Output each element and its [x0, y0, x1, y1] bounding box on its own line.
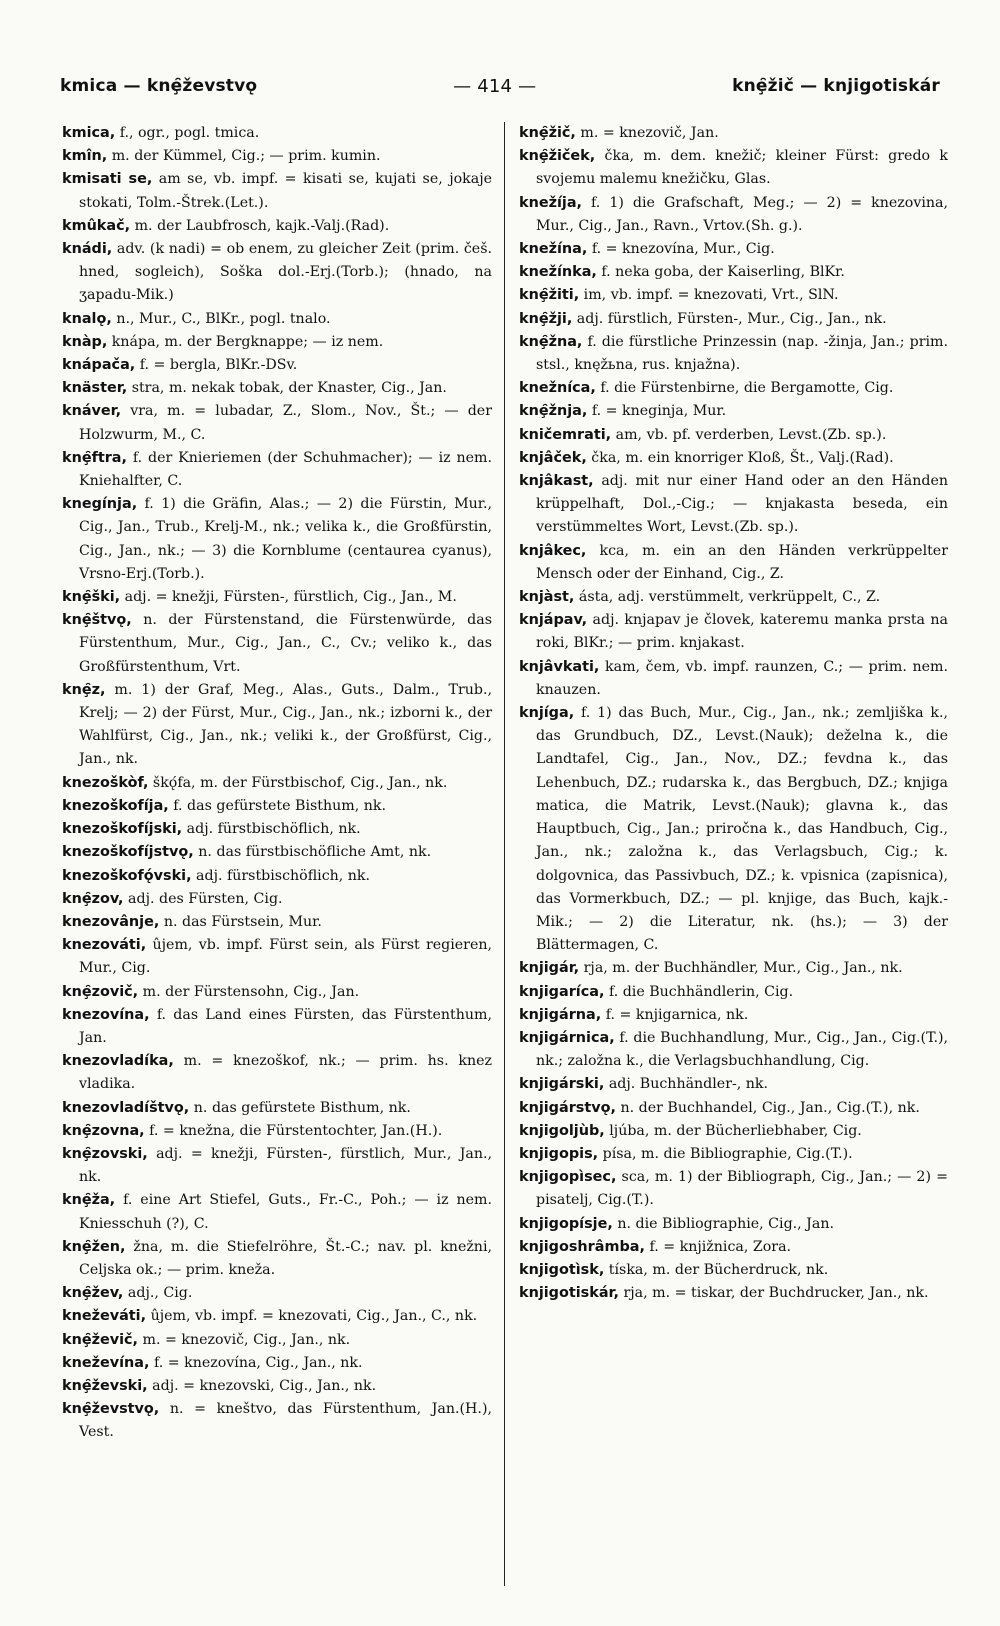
dictionary-entry	[519, 1004, 948, 1027]
dictionary-entry	[62, 1143, 492, 1189]
dictionary-entry	[62, 308, 492, 331]
entry-headword: knȩ̑zovna,	[62, 1122, 145, 1139]
entry-headword: kmisati se,	[62, 171, 153, 188]
entry-definition: písa, m. die Bibliographie, Cig.(T.).	[598, 1145, 853, 1162]
dictionary-entry	[62, 377, 492, 400]
entry-definition: f. = kneginja, Mur.	[587, 403, 727, 420]
entry-headword: knàp,	[62, 333, 108, 350]
dictionary-entry	[62, 911, 492, 934]
dictionary-entry	[519, 122, 948, 145]
dictionary-entry	[62, 1189, 492, 1235]
entry-definition: ásta, adj. verstümmelt, verkrüppelt, C., Z.	[574, 589, 881, 606]
entry-headword: knjâkec,	[519, 542, 587, 559]
entry-headword: knjigotìsk,	[519, 1261, 605, 1278]
entry-headword: knȩ̑žiček,	[519, 148, 596, 165]
dictionary-entry	[519, 1073, 948, 1096]
entry-definition: stra, m. nekak tobak, der Knaster, Cig., Jan.	[127, 380, 447, 397]
entry-headword: kneževáti,	[62, 1308, 147, 1325]
entry-headword: knȩ̑zov,	[62, 890, 124, 907]
entry-definition: f. 1) die Gräfin, Alas.; — 2) die Fürstin, Mur., Cig., Jan., Trub., Krelj-M., nk.; velika k., die Großfürstin, Cig., Jan., nk.; — 3) die Kornblume (centaurea cyanus), Vrsno-Erj.(Torb.).	[79, 496, 492, 582]
entry-headword: knȩ̑ževski,	[62, 1377, 148, 1394]
dictionary-entry	[62, 1305, 492, 1328]
entry-headword: knȩ̑žič,	[519, 125, 576, 141]
entry-definition: f. die Fürstenbirne, die Bergamotte, Cig.	[595, 380, 894, 397]
entry-headword: knápača,	[62, 357, 136, 374]
entry-definition: m. 1) der Graf, Meg., Alas., Guts., Dalm., Trub., Krelj; — 2) der Fürst, Mur., Cig., Jan., nk.; izborni k., der Wahlfürst, Cig., Jan., nk.; veliki k., der Großfürst, Cig., Jan., nk.	[79, 681, 492, 768]
entry-definition: n. das gefürstete Bisthum, nk.	[189, 1099, 411, 1116]
entry-headword: knȩ̑ževič,	[62, 1331, 139, 1348]
entry-headword: knezovladíštvǫ,	[62, 1099, 190, 1116]
entry-definition: m. der Laubfrosch, kajk.-Valj.(Rad).	[130, 217, 390, 234]
entry-headword: knáver,	[62, 403, 122, 420]
entry-definition: adj., Cig.	[123, 1285, 193, 1302]
dictionary-entry	[519, 1213, 948, 1236]
entry-definition: im, vb. impf. = knezovati, Vrt., SlN.	[579, 287, 839, 304]
dictionary-entry	[62, 981, 492, 1004]
entry-definition: n. das Fürstsein, Mur.	[159, 913, 322, 930]
entry-definition: f. das Land eines Fürsten, das Fürstenthum, Jan.	[79, 1006, 492, 1046]
entry-definition: f. die Buchhändlerin, Cig.	[604, 983, 794, 1000]
dictionary-entry	[519, 447, 948, 470]
dictionary-entry	[519, 1097, 948, 1120]
dictionary-entry	[62, 1282, 492, 1305]
right-column	[505, 122, 948, 1586]
entry-definition: adj. Buchhändler-, nk.	[604, 1076, 769, 1093]
entry-definition: f. = knežna, die Fürstentochter, Jan.(H.).	[144, 1122, 443, 1139]
entry-headword: knȩ̑žiti,	[519, 287, 580, 304]
dictionary-entry	[519, 540, 948, 586]
entry-headword: knezovladíka,	[62, 1053, 174, 1070]
dictionary-entry	[519, 957, 948, 980]
dictionary-entry	[62, 772, 492, 795]
entry-definition: adj. fürstbischöflich, nk.	[191, 867, 371, 884]
entry-definition: f., ogr., pogl. tmica.	[115, 125, 260, 141]
entry-headword: knjigoljùb,	[519, 1122, 605, 1139]
entry-definition: n. = kneštvo, das Fürstenthum, Jan.(H.), Vest.	[79, 1401, 492, 1441]
header-right-guide-words: knȩ̑žič — knjigotiskár	[732, 76, 940, 96]
entry-headword: knežníca,	[519, 380, 596, 397]
entry-headword: kničemrati,	[519, 426, 612, 443]
dictionary-entry	[62, 1398, 492, 1444]
entry-definition: f. das gefürstete Bisthum, nk.	[168, 797, 386, 814]
dictionary-entry	[519, 1166, 948, 1212]
entry-definition: f. die Buchhandlung, Mur., Cig., Jan., Cig.(T.), nk.; založna k., die Verlagsbuchhandlung, Cig.	[536, 1029, 948, 1070]
dictionary-entry	[62, 1352, 492, 1375]
dictionary-entry	[519, 1282, 948, 1305]
entry-headword: knȩ̑ftra,	[62, 449, 127, 466]
entry-definition: adj. des Fürsten, Cig.	[123, 890, 283, 907]
entry-definition: m. = knezoškof, nk.; — prim. hs. knez vladika.	[79, 1053, 492, 1093]
entry-definition: kca, m. ein an den Händen verkrüppelter Mensch oder der Einhand, Cig., Z.	[536, 542, 948, 582]
entry-headword: knjíga,	[519, 705, 575, 722]
entry-definition: m. = knezovič, Cig., Jan., nk.	[138, 1331, 351, 1348]
entry-definition: čka, m. ein knorriger Kloß, Št., Valj.(Rad).	[586, 449, 894, 466]
entry-headword: knäster,	[62, 380, 128, 397]
dictionary-entry	[519, 238, 948, 261]
dictionary-entry	[62, 168, 492, 214]
dictionary-entry	[519, 261, 948, 284]
left-column	[62, 122, 505, 1586]
entry-definition: škǫ́fa, m. der Fürstbischof, Cig., Jan., nk.	[148, 774, 448, 791]
entry-definition: ûjem, vb. impf. = knezovati, Cig., Jan., C., nk.	[146, 1308, 478, 1325]
dictionary-entry	[519, 1143, 948, 1166]
entry-definition: f. der Knieriemen (der Schuhmacher); — iz nem. Kniehalfter, C.	[79, 449, 492, 490]
entry-definition: f. = knjigarnica, nk.	[601, 1006, 749, 1023]
entry-definition: f. = knezovína, Mur., Cig.	[587, 241, 775, 258]
entry-definition: adj. = knezovski, Cig., Jan., nk.	[147, 1377, 377, 1394]
entry-definition: rja, m. der Buchhändler, Mur., Cig., Jan., nk.	[579, 960, 903, 977]
entry-headword: knezoškofǫ́vski,	[62, 867, 192, 884]
entry-headword: knezoškofíjstvǫ,	[62, 844, 194, 861]
dictionary-entry	[519, 981, 948, 1004]
entry-definition: n. der Buchhandel, Cig., Jan., Cig.(T.), nk.	[615, 1099, 920, 1116]
entry-headword: knežínka,	[519, 264, 597, 281]
entry-headword: knežína,	[519, 241, 588, 258]
dictionary-entry	[62, 238, 492, 308]
entry-definition: adj. = knežji, Fürsten-, fürstlich, Cig., Jan., M.	[120, 589, 457, 606]
dictionary-entry	[62, 841, 492, 864]
entry-definition: adj. mit nur einer Hand oder an den Händen krüppelhaft, Dol.,-Cig.; — knjakasta beseda, ein verstümmeltes Wort, Levst.(Zb. sp.).	[536, 473, 948, 536]
entry-headword: knjigotiskár,	[519, 1285, 619, 1302]
dictionary-entry	[62, 1329, 492, 1352]
entry-headword: knjápav,	[519, 612, 588, 629]
entry-headword: knȩ̑žnja,	[519, 403, 588, 420]
entry-headword: kmûkač,	[62, 217, 131, 234]
entry-headword: knjigárski,	[519, 1076, 605, 1093]
dictionary-entry	[62, 1050, 492, 1096]
entry-definition: knápa, m. der Bergknappe; — iz nem.	[107, 333, 384, 350]
dictionary-entry	[519, 609, 948, 655]
entry-headword: knezoškòf,	[62, 774, 149, 791]
dictionary-entry	[62, 1236, 492, 1282]
dictionary-entry	[519, 145, 948, 191]
dictionary-entry	[519, 192, 948, 238]
entry-definition: m. der Kümmel, Cig.; — prim. kumin.	[107, 148, 381, 165]
entry-headword: knezovânje,	[62, 913, 160, 930]
dictionary-entry	[519, 586, 948, 609]
entry-headword: knȩ̑štvǫ,	[62, 612, 132, 629]
dictionary-entry	[62, 795, 492, 818]
entry-headword: knȩ̑zovič,	[62, 983, 139, 1000]
dictionary-entry	[62, 1097, 492, 1120]
dictionary-entry	[62, 609, 492, 679]
dictionary-entry	[62, 447, 492, 493]
entry-definition: adj. fürstbischöflich, nk.	[182, 821, 361, 838]
entry-headword: knjigopísje,	[519, 1215, 613, 1232]
running-header	[60, 72, 940, 100]
entry-definition: f. = knezovína, Cig., Jan., nk.	[149, 1354, 363, 1371]
dictionary-entry	[519, 377, 948, 400]
dictionary-entry	[62, 145, 492, 168]
dictionary-entry	[519, 656, 948, 702]
entry-headword: knjigárstvǫ,	[519, 1099, 616, 1116]
dictionary-entry	[62, 122, 492, 145]
entry-definition: n. die Bibliographie, Cig., Jan.	[612, 1215, 834, 1232]
dictionary-entry	[62, 586, 492, 609]
dictionary-entry	[519, 400, 948, 423]
entry-headword: knȩ̑ževstvǫ,	[62, 1401, 160, 1418]
entry-definition: n. das fürstbischöfliche Amt, nk.	[193, 844, 432, 861]
entry-definition: f. die fürstliche Prinzessin (nap. -žinja, Jan.; prim. stsl., knęžьna, rus. knjažna).	[536, 333, 948, 374]
entry-headword: knjigárna,	[519, 1006, 602, 1023]
entry-definition: čka, m. dem. knežič; kleiner Fürst: gredo k svojemu malemu knežičku, Glas.	[536, 148, 948, 188]
dictionary-entry	[62, 679, 492, 772]
entry-headword: knȩ̑žev,	[62, 1285, 124, 1302]
entry-definition: m. der Fürstensohn, Cig., Jan.	[138, 983, 360, 1000]
entry-definition: f. = bergla, BlKr.-DSv.	[135, 357, 298, 374]
dictionary-entry	[62, 1120, 492, 1143]
entry-headword: kneževína,	[62, 1354, 150, 1371]
entry-definition: adj. knjapav je človek, kateremu manka prsta na roki, BlKr.; — prim. knjakast.	[536, 612, 948, 652]
dictionary-entry	[62, 865, 492, 888]
entry-definition: f. neka goba, der Kaiserling, BlKr.	[596, 264, 845, 281]
entry-headword: knádi,	[62, 241, 113, 258]
entry-headword: knezoškofíja,	[62, 797, 169, 814]
entry-headword: knegínja,	[62, 496, 138, 513]
entry-definition: m. = knezovič, Jan.	[575, 125, 719, 141]
entry-headword: knezováti,	[62, 937, 147, 954]
entry-definition: vra, m. = lubadar, Z., Slom., Nov., Št.; — der Holzwurm, M., C.	[79, 403, 492, 443]
dictionary-entry	[519, 308, 948, 331]
page-number: — 414 —	[453, 75, 537, 97]
entry-headword: knežíja,	[519, 194, 582, 211]
entry-definition: f. 1) das Buch, Mur., Cig., Jan., nk.; zemljiška k., das Grundbuch, DZ., Levst.(Nauk); deželna k., die Landtafel, Cig., Jan., Nov., DZ.; fevdna k., das Lehenbuch, DZ.; rudarska k., das Bergbuch, DZ.; knjiga matica, die Matrik, Levst.(Nauk); glavna k., das Hauptbuch, Cig., Jan.; priročna k., das Handbuch, Cig., Jan., nk.; založna k., das Verlagsbuch, Cig.; k. dolgovnica, das Passivbuch, DZ.; k. vpisnica (zapisnica), das Vormerkbuch, DZ.; — pl. knjige, das Buch, kajk.-Mik.; — 2) die Literatur, nk. (hs.); — 3) der Blättermagen, C.	[536, 705, 948, 954]
entry-definition: f. = knjižnica, Zora.	[644, 1238, 792, 1255]
dictionary-entry	[519, 1236, 948, 1259]
entry-headword: knjâček,	[519, 449, 587, 466]
entry-definition: sca, m. 1) der Bibliograph, Cig., Jan.; — 2) = pisatelj, Cig.(T.).	[536, 1169, 948, 1209]
entry-definition: n., Mur., C., BlKr., pogl. tnalo.	[111, 310, 331, 327]
dictionary-entry	[62, 1375, 492, 1398]
entry-headword: knjâkast,	[519, 473, 594, 490]
entry-headword: knȩ̑zovski,	[62, 1145, 148, 1162]
entry-headword: knezovína,	[62, 1006, 150, 1023]
entry-headword: knȩ̑žna,	[519, 333, 583, 350]
entry-definition: f. eine Art Stiefel, Guts., Fr.-C., Poh.; — iz nem. Kniesschuh (?), C.	[79, 1192, 492, 1232]
dictionary-entry	[62, 1004, 492, 1050]
entry-headword: knalǫ,	[62, 310, 112, 327]
entry-headword: knjigaríca,	[519, 983, 605, 1000]
dictionary-entry	[62, 818, 492, 841]
entry-definition: ljúba, m. der Bücherliebhaber, Cig.	[604, 1122, 862, 1139]
dictionary-entry	[519, 331, 948, 377]
entry-headword: knjigárnica,	[519, 1029, 615, 1046]
entry-definition: am se, vb. impf. = kisati se, kujati se, jokaje stokati, Tolm.-Štrek.(Let.).	[79, 171, 492, 211]
entry-definition: n. der Fürstenstand, die Fürstenwürde, das Fürstenthum, Mur., Cig., Jan., C., Cv.; veliko k., das Großfürstenthum, Vrt.	[79, 612, 492, 675]
dictionary-entry	[62, 215, 492, 238]
dictionary-entry	[519, 284, 948, 307]
dictionary-entry	[519, 424, 948, 447]
entry-headword: knȩ̑žji,	[519, 310, 573, 327]
entry-headword: knjàst,	[519, 589, 575, 606]
dictionary-entry	[519, 1120, 948, 1143]
header-left-guide-words: kmica — knȩ̑ževstvǫ	[60, 76, 258, 96]
entry-definition: rja, m. = tiskar, der Buchdrucker, Jan., nk.	[618, 1285, 929, 1302]
entry-headword: knjigopìsec,	[519, 1169, 617, 1186]
entry-definition: tíska, m. der Bücherdruck, nk.	[604, 1261, 829, 1278]
entry-headword: knȩ̑ža,	[62, 1192, 116, 1209]
entry-definition: am, vb. pf. verderben, Levst.(Zb. sp.).	[611, 426, 887, 443]
entry-headword: knȩ̑žen,	[62, 1238, 126, 1255]
entry-headword: knjigár,	[519, 960, 580, 977]
dictionary-entry	[519, 1027, 948, 1073]
entry-definition: ûjem, vb. impf. Fürst sein, als Fürst regieren, Mur., Cig.	[79, 937, 492, 977]
dictionary-columns	[62, 122, 948, 1586]
entry-headword: knjigoshrâmba,	[519, 1238, 645, 1255]
entry-definition: adj. fürstlich, Fürsten-, Mur., Cig., Jan., nk.	[572, 310, 887, 327]
dictionary-entry	[62, 400, 492, 446]
entry-headword: knjâvkati,	[519, 658, 600, 675]
dictionary-entry	[519, 1259, 948, 1282]
entry-definition: adj. = knežji, Fürsten-, fürstlich, Mur., Jan., nk.	[79, 1145, 492, 1186]
entry-headword: kmica,	[62, 125, 116, 141]
entry-headword: knjigopis,	[519, 1145, 599, 1162]
entry-definition: f. 1) die Grafschaft, Meg.; — 2) = knezovina, Mur., Cig., Jan., Ravn., Vrtov.(Sh. g.).	[536, 194, 948, 234]
entry-headword: knezoškofíjski,	[62, 821, 183, 838]
dictionary-entry	[62, 934, 492, 980]
dictionary-entry	[62, 354, 492, 377]
entry-definition: adv. (k nadi) = ob enem, zu gleicher Zeit (prim. češ. hned, sogleich), Soška dol.-Erj.(Torb.); (hnado, na ʒapadu-Mik.)	[79, 241, 492, 304]
dictionary-entry	[62, 888, 492, 911]
dictionary-entry	[62, 493, 492, 586]
entry-definition: kam, čem, vb. impf. raunzen, C.; — prim. nem. knauzen.	[536, 658, 948, 698]
entry-definition: žna, m. die Stiefelröhre, Št.-C.; nav. pl. knežni, Celjska ok.; — prim. kneža.	[79, 1238, 492, 1278]
entry-headword: knȩ̑z,	[62, 681, 106, 698]
dictionary-entry	[62, 331, 492, 354]
entry-headword: kmîn,	[62, 148, 108, 165]
entry-headword: knȩ̑ški,	[62, 589, 121, 606]
dictionary-entry	[519, 702, 948, 957]
dictionary-entry	[519, 470, 948, 540]
